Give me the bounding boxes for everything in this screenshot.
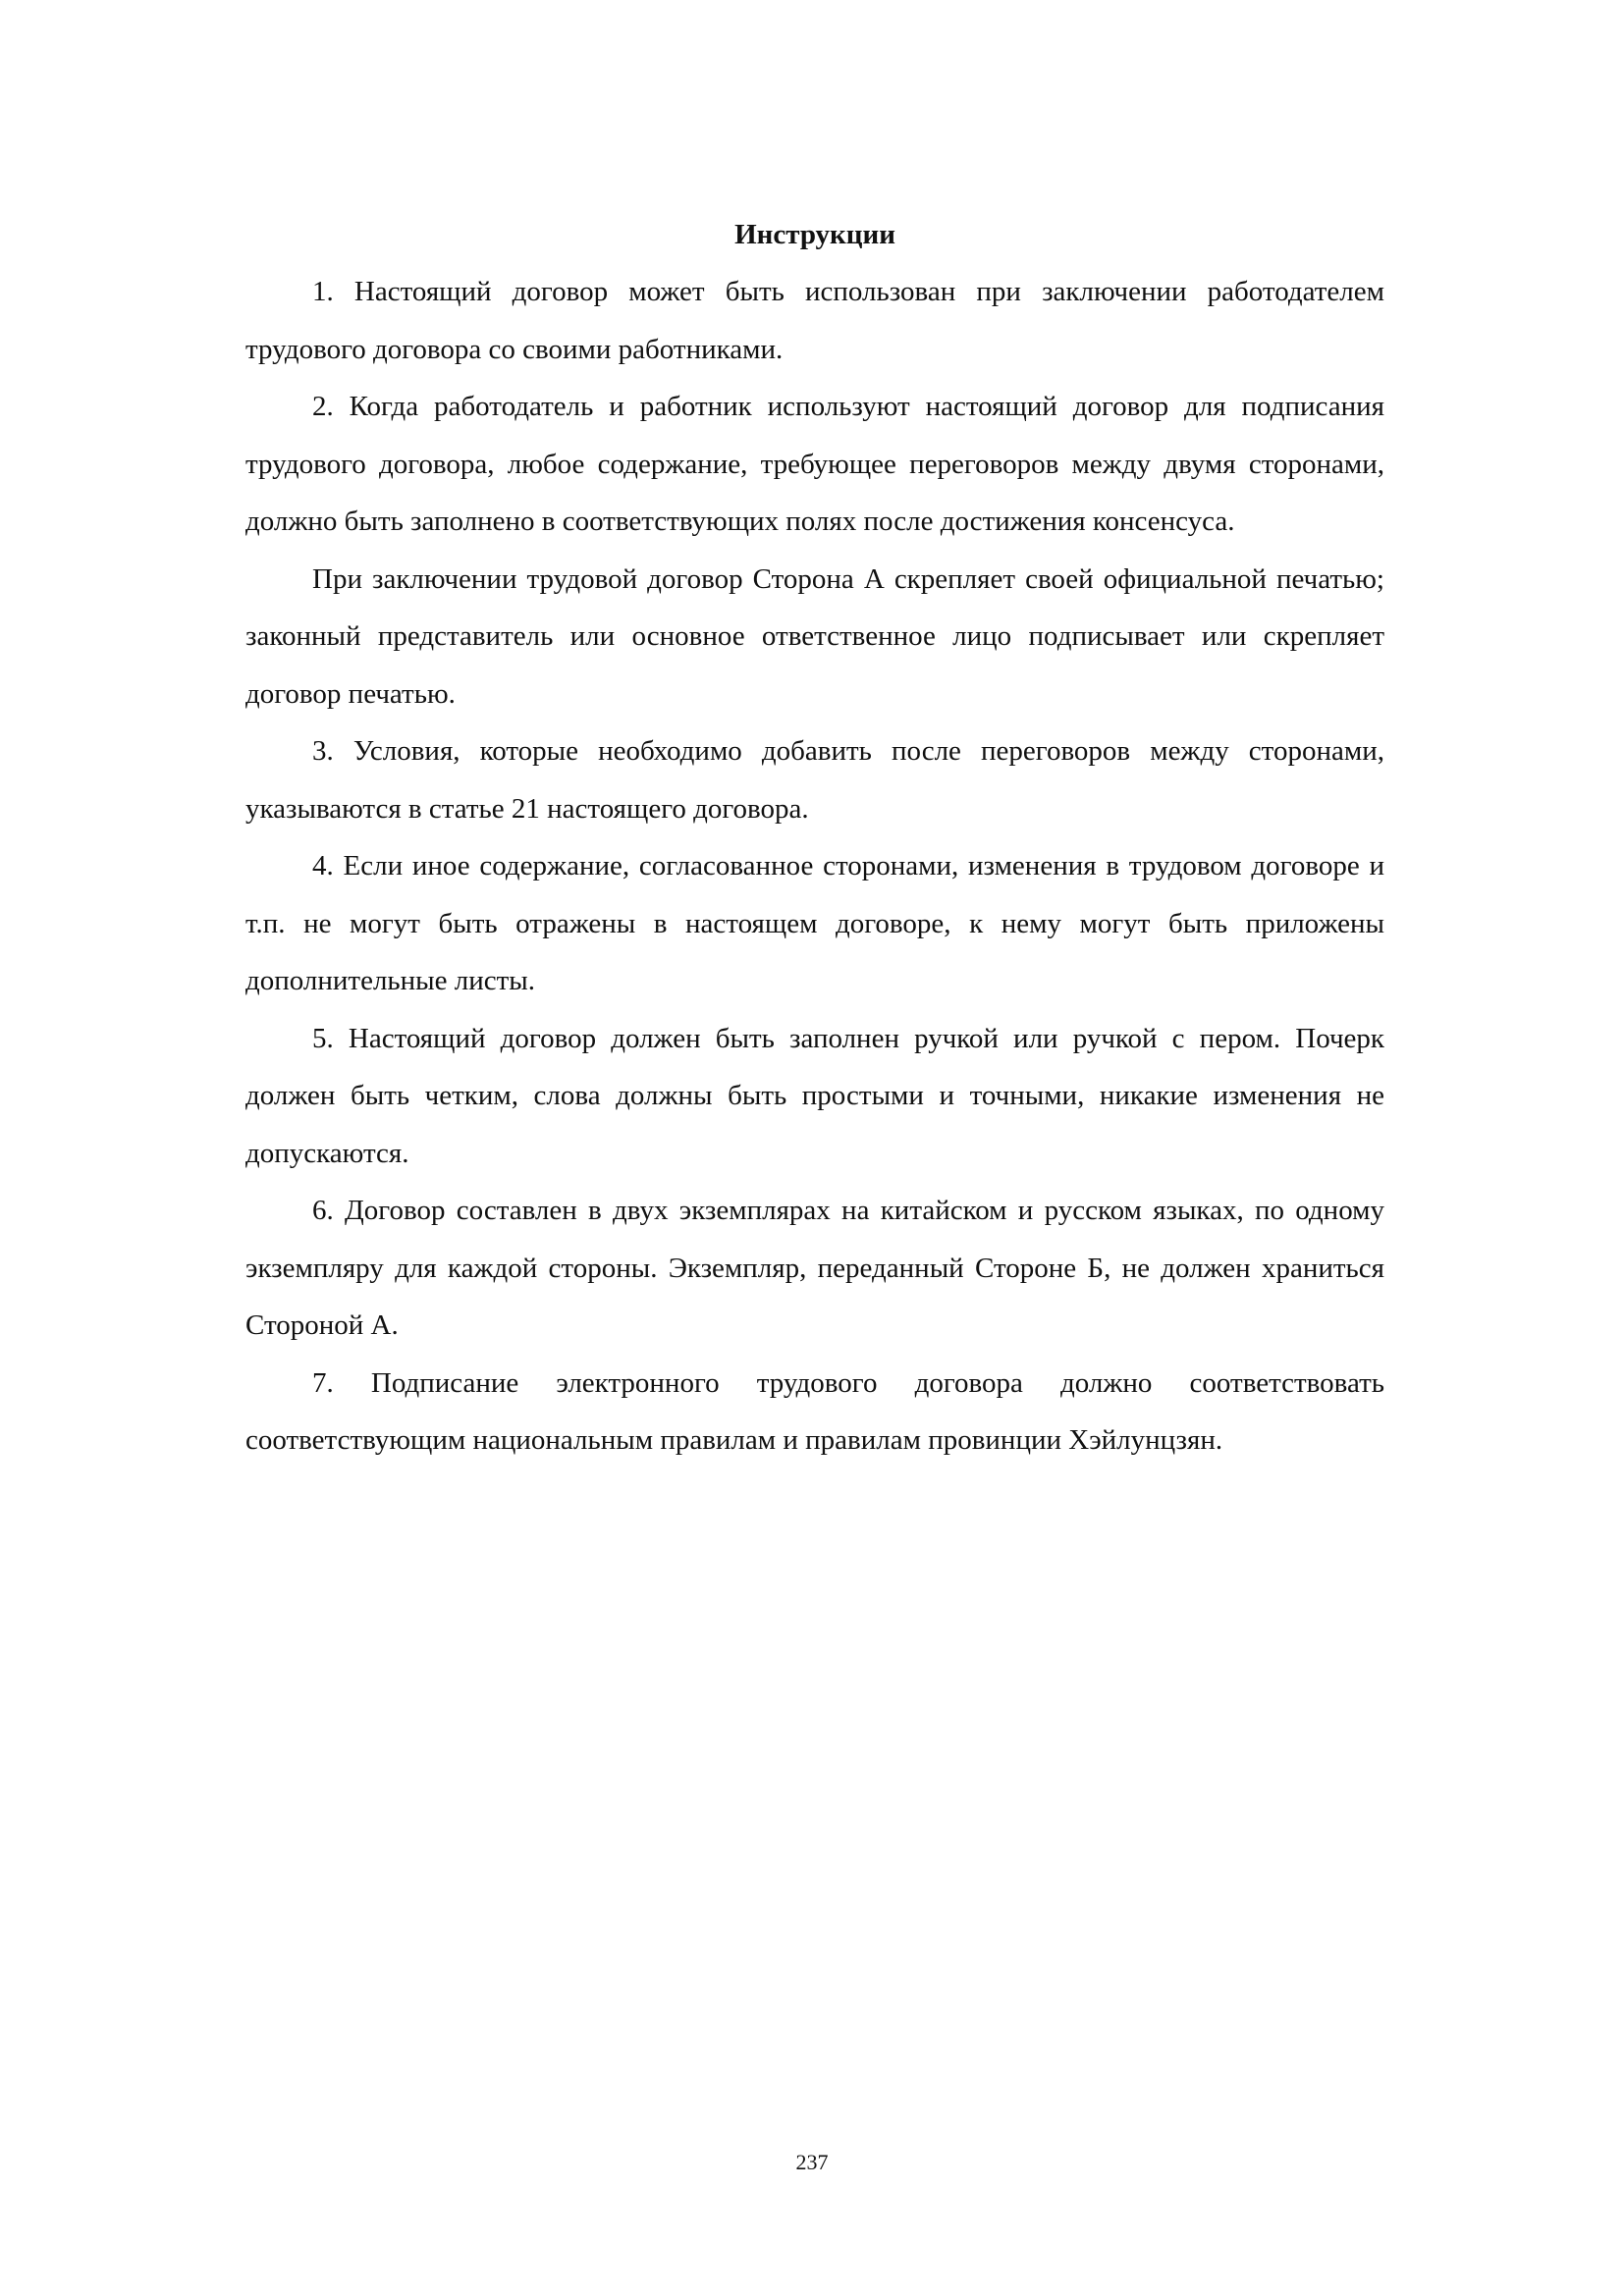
paragraph-6: 6. Договор составлен в двух экземплярах на китайском и русском языках, по одному экземпляру для каждой стороны. Экземпляр, переданный Стороне Б, не должен храниться Стороной А. (245, 1195, 1384, 1341)
paragraph-5: 5. Настоящий договор должен быть заполнен ручкой или ручкой с пером. Почерк должен быть четким, слова должны быть простыми и точными, никакие изменения не допускаются. (245, 1022, 1384, 1169)
paragraph-7: 7. Подписание электронного трудового договора должно соответствовать соответствующим национальным правилам и правилам провинции Хэйлунцзян. (245, 1366, 1384, 1456)
paragraph-3: 3. Условия, которые необходимо добавить после переговоров между сторонами, указываются в статье 21 настоящего договора. (245, 735, 1384, 825)
paragraph-2: 2. Когда работодатель и работник используют настоящий договор для подписания трудового договора, любое содержание, требующее переговоров между двумя сторонами, должно быть заполнено в соответствующих полях после достижения консенсуса. (245, 391, 1384, 537)
page-number: 237 (795, 2150, 829, 2174)
paragraph-4: 4. Если иное содержание, согласованное сторонами, изменения в трудовом договоре и т.п. не могут быть отражены в настоящем договоре, к нему могут быть приложены дополнительные листы. (245, 850, 1384, 996)
paragraph-1: 1. Настоящий договор может быть использован при заключении работодателем трудового договора со своими работниками. (245, 276, 1384, 365)
paragraph-2-continuation: При заключении трудовой договор Сторона А скрепляет своей официальной печатью; законный представитель или основное ответственное лицо подписывает или скрепляет договор печатью. (245, 562, 1384, 710)
page-title: Инструкции (734, 219, 895, 250)
document-body (245, 206, 1384, 1469)
